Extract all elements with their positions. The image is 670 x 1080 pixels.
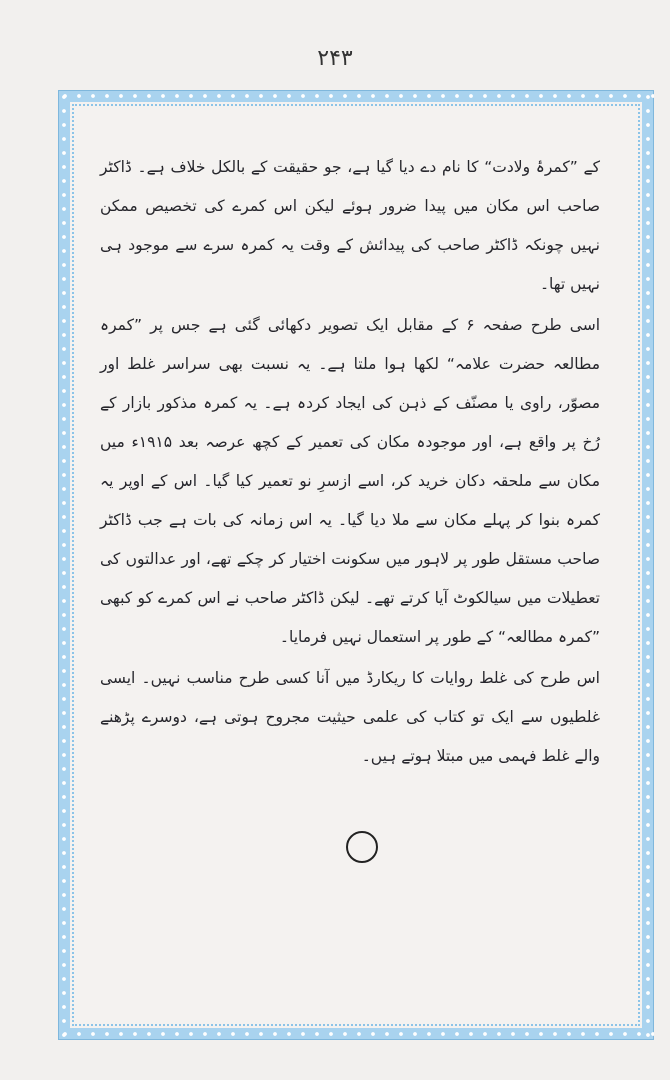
page-number: ۲۴۳ xyxy=(317,46,353,71)
paragraph-2: اسی طرح صفحہ ۶ کے مقابل ایک تصویر دکھائی گئی ہے جس پر ”کمرہ مطالعہ حضرت علامہ“ لکھا ہوا ملتا ہے۔ یہ نسبت بھی سراسر غلط اور مصوّر، راوی یا مصنّف کے ذہن کی ایجاد کردہ ہے۔ یہ کمرہ مذکور بازار کے رُخ پر واقع ہے، اور موجودہ مکان کی تعمیر کے کچھ عرصہ بعد ۱۹۱۵ء میں مکان سے ملحقہ دکان خرید کر، اسے ازسرِ نو تعمیر کیا گیا۔ اس کے اوپر یہ کمرہ بنوا کر پہلے مکان سے ملا دیا گیا۔ یہ اس زمانہ کی بات ہے جب ڈاکٹر صاحب مستقل طور پر لاہور میں سکونت اختیار کر چکے تھے، اور عدالتوں کی تعطیلات میں سیالکوٹ آیا کرتے تھے۔ لیکن ڈاکٹر صاحب نے اس کمرے کو کبھی ”کمرہ مطالعہ“ کے طور پر استعمال نہیں فرمایا۔ xyxy=(100,316,601,646)
paragraph-1: کے ”کمرۂ ولادت“ کا نام دے دیا گیا ہے، جو حقیقت کے بالکل خلاف ہے۔ ڈاکٹر صاحب اس مکان میں پیدا ضرور ہوئے لیکن اس کمرے کی تخصیص ممکن نہیں چونکہ ڈاکٹر صاحب کی پیدائش کے وقت یہ کمرہ سرے سے موجود ہی نہیں تھا۔ xyxy=(100,158,600,293)
page-body-text xyxy=(100,148,600,778)
end-of-chapter-circle-icon xyxy=(346,831,378,863)
paragraph-3: اس طرح کی غلط روایات کا ریکارڈ میں آنا کسی طرح مناسب نہیں۔ ایسی غلطیوں سے ایک تو کتاب کی علمی حیثیت مجروح ہوتی ہے، دوسرے پڑھنے والے غلط فہمی میں مبتلا ہوتے ہیں۔ xyxy=(100,669,600,765)
